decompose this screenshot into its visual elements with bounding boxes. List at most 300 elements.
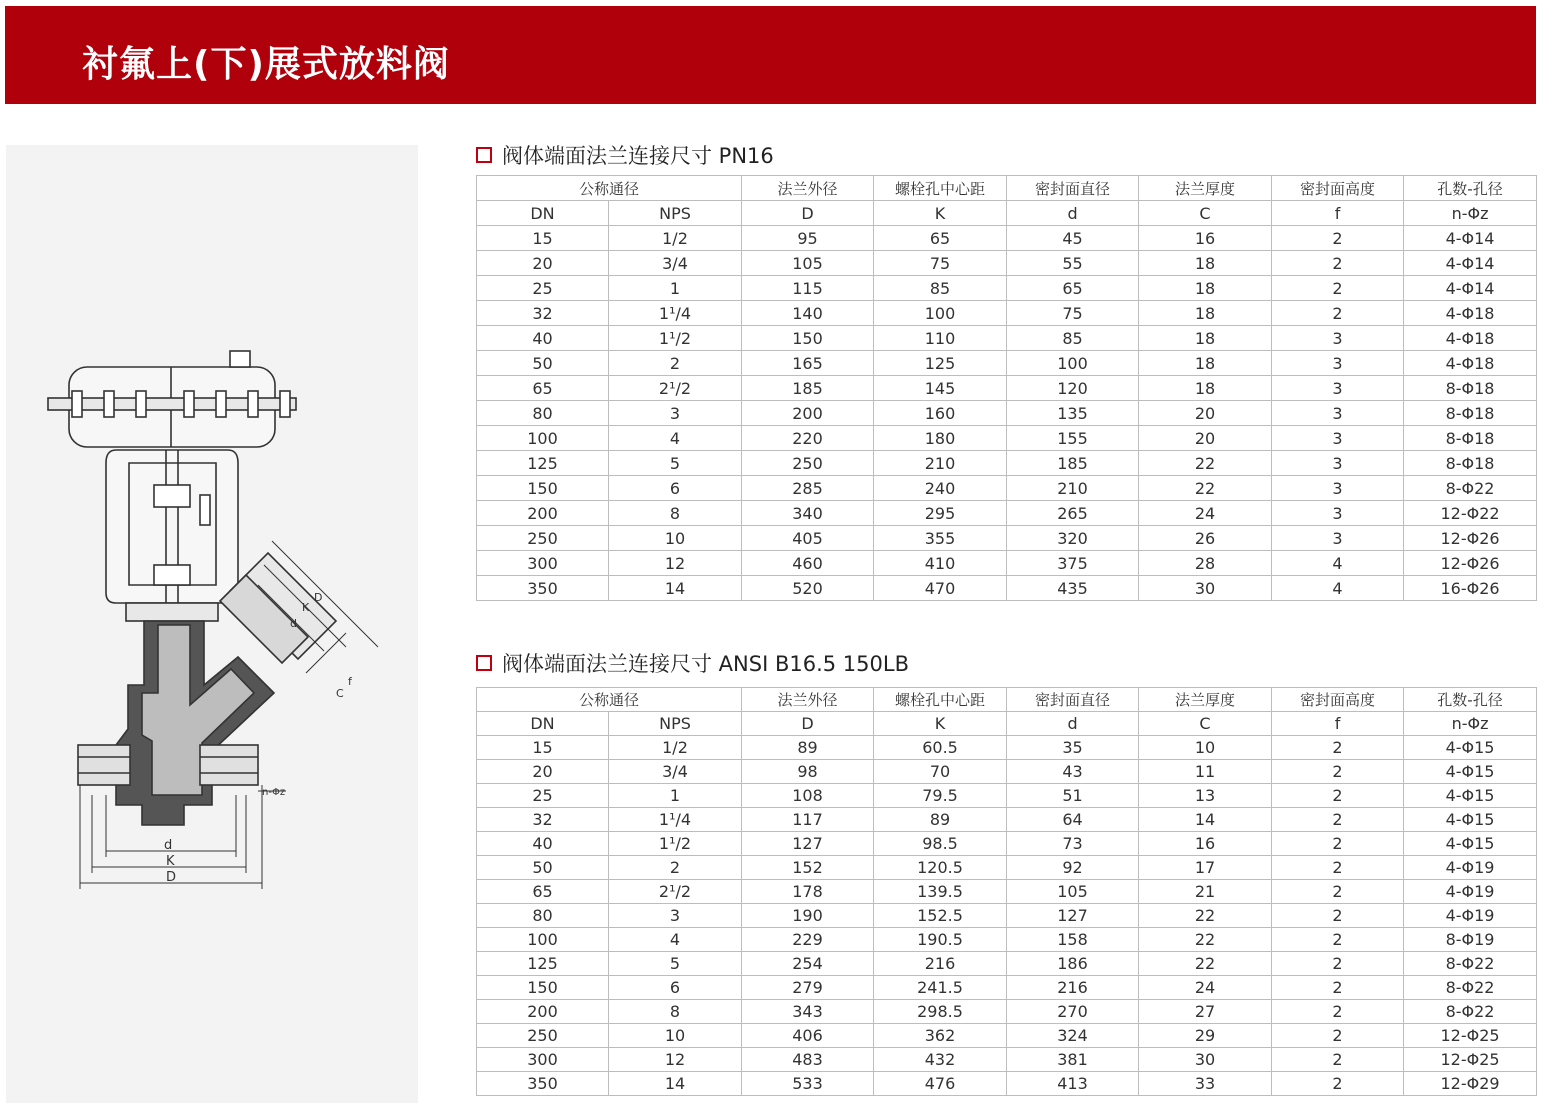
table-cell: 150	[742, 326, 874, 351]
table-cell: 6	[609, 476, 742, 501]
table-header-row	[477, 201, 1537, 226]
table-cell: 2	[1272, 1024, 1404, 1048]
table-cell: 30	[1139, 1048, 1272, 1072]
table-cell: 35	[1007, 736, 1139, 760]
table-cell: 285	[742, 476, 874, 501]
table-row	[477, 928, 1537, 952]
table-cell: 165	[742, 351, 874, 376]
table-cell: 186	[1007, 952, 1139, 976]
header-cell: f	[1272, 712, 1404, 736]
table-cell: 8-Φ18	[1404, 376, 1537, 401]
table-cell: 108	[742, 784, 874, 808]
header-cell: 孔数-孔径	[1404, 176, 1537, 201]
table-cell: 4	[1272, 551, 1404, 576]
table-cell: 4-Φ14	[1404, 226, 1537, 251]
table-cell: 80	[477, 401, 609, 426]
drawing-label-angled-d: d	[290, 617, 297, 630]
section-heading-text: 阀体端面法兰连接尺寸 ANSI B16.5 150LB	[502, 652, 909, 676]
section-heading-ansi	[476, 650, 909, 676]
drawing-label-d: d	[164, 838, 173, 853]
table-cell: 140	[742, 301, 874, 326]
table-cell: 4	[609, 928, 742, 952]
table-cell: 300	[477, 551, 609, 576]
table-cell: 3	[1272, 376, 1404, 401]
table-cell: 200	[742, 401, 874, 426]
table-cell: 145	[874, 376, 1007, 401]
table-cell: 127	[1007, 904, 1139, 928]
valve-drawing-panel	[6, 145, 418, 1103]
table-cell: 28	[1139, 551, 1272, 576]
table-cell: 160	[874, 401, 1007, 426]
table-cell: 14	[1139, 808, 1272, 832]
table-cell: 350	[477, 576, 609, 601]
table-cell: 2	[1272, 784, 1404, 808]
table-cell: 2	[1272, 880, 1404, 904]
table-cell: 2	[1272, 976, 1404, 1000]
table-cell: 533	[742, 1072, 874, 1096]
table-cell: 22	[1139, 451, 1272, 476]
table-cell: 8-Φ22	[1404, 476, 1537, 501]
table-cell: 210	[1007, 476, 1139, 501]
drawing-label-d-outer: D	[166, 870, 177, 885]
table-cell: 120.5	[874, 856, 1007, 880]
table-row	[477, 1072, 1537, 1096]
table-cell: 33	[1139, 1072, 1272, 1096]
table-row	[477, 351, 1537, 376]
table-cell: 4-Φ19	[1404, 880, 1537, 904]
table-cell: 6	[609, 976, 742, 1000]
ansi-flange-table	[476, 687, 1537, 1096]
table-cell: 100	[477, 426, 609, 451]
page-title: 衬氟上(下)展式放料阀	[82, 44, 450, 85]
table-cell: 3	[1272, 476, 1404, 501]
table-cell: 16	[1139, 226, 1272, 251]
section-heading-pn16	[476, 142, 774, 168]
header-cell: 法兰厚度	[1139, 688, 1272, 712]
table-cell: 3	[609, 904, 742, 928]
table-cell: 520	[742, 576, 874, 601]
table-cell: 295	[874, 501, 1007, 526]
table-cell: 229	[742, 928, 874, 952]
table-cell: 410	[874, 551, 1007, 576]
table-cell: 200	[477, 501, 609, 526]
table-cell: 3/4	[609, 251, 742, 276]
table-row	[477, 551, 1537, 576]
table-cell: 476	[874, 1072, 1007, 1096]
table-cell: 241.5	[874, 976, 1007, 1000]
table-cell: 20	[477, 760, 609, 784]
table-cell: 298.5	[874, 1000, 1007, 1024]
table-header-row	[477, 176, 1537, 201]
table-row	[477, 526, 1537, 551]
table-cell: 20	[477, 251, 609, 276]
table-cell: 100	[477, 928, 609, 952]
table-cell: 18	[1139, 276, 1272, 301]
table-cell: 178	[742, 880, 874, 904]
table-cell: 70	[874, 760, 1007, 784]
table-cell: 250	[477, 1024, 609, 1048]
table-cell: 110	[874, 326, 1007, 351]
table-cell: 22	[1139, 952, 1272, 976]
section-heading-text: 阀体端面法兰连接尺寸 PN16	[502, 144, 774, 168]
table-cell: 4-Φ15	[1404, 808, 1537, 832]
header-cell: 法兰外径	[742, 688, 874, 712]
table-row	[477, 904, 1537, 928]
table-cell: 1/2	[609, 226, 742, 251]
table-cell: 2	[1272, 226, 1404, 251]
table-cell: 64	[1007, 808, 1139, 832]
table-cell: 65	[477, 880, 609, 904]
table-cell: 10	[609, 1024, 742, 1048]
table-cell: 265	[1007, 501, 1139, 526]
table-cell: 2	[1272, 1000, 1404, 1024]
drawing-label-angled-k: K	[302, 601, 310, 614]
table-row	[477, 376, 1537, 401]
header-cell: NPS	[609, 712, 742, 736]
table-cell: 4-Φ19	[1404, 904, 1537, 928]
table-cell: 150	[477, 976, 609, 1000]
table-cell: 12-Φ25	[1404, 1048, 1537, 1072]
header-cell: K	[874, 201, 1007, 226]
table-cell: 15	[477, 226, 609, 251]
table-cell: 12-Φ29	[1404, 1072, 1537, 1096]
header-cell: n-Φz	[1404, 712, 1537, 736]
drawing-label-k: K	[166, 854, 175, 869]
table-cell: 18	[1139, 326, 1272, 351]
table-cell: 158	[1007, 928, 1139, 952]
table-cell: 2	[609, 856, 742, 880]
table-cell: 2	[1272, 251, 1404, 276]
table-cell: 65	[477, 376, 609, 401]
table-cell: 125	[477, 952, 609, 976]
table-cell: 32	[477, 808, 609, 832]
table-cell: 24	[1139, 976, 1272, 1000]
table-cell: 460	[742, 551, 874, 576]
table-cell: 55	[1007, 251, 1139, 276]
table-cell: 210	[874, 451, 1007, 476]
table-cell: 30	[1139, 576, 1272, 601]
table-cell: 413	[1007, 1072, 1139, 1096]
header-cell: 孔数-孔径	[1404, 688, 1537, 712]
table-cell: 18	[1139, 301, 1272, 326]
table-cell: 50	[477, 856, 609, 880]
table-cell: 18	[1139, 251, 1272, 276]
table-row	[477, 952, 1537, 976]
table-cell: 5	[609, 451, 742, 476]
table-cell: 13	[1139, 784, 1272, 808]
table-cell: 250	[477, 526, 609, 551]
table-cell: 2¹/2	[609, 880, 742, 904]
table-row	[477, 736, 1537, 760]
table-row	[477, 760, 1537, 784]
table-cell: 40	[477, 832, 609, 856]
table-cell: 24	[1139, 501, 1272, 526]
table-cell: 432	[874, 1048, 1007, 1072]
table-cell: 3	[1272, 426, 1404, 451]
table-cell: 2	[1272, 301, 1404, 326]
header-cell: 螺栓孔中心距	[874, 176, 1007, 201]
table-cell: 2	[1272, 736, 1404, 760]
table-cell: 3	[1272, 501, 1404, 526]
table-cell: 1¹/2	[609, 326, 742, 351]
table-cell: 92	[1007, 856, 1139, 880]
table-cell: 3	[1272, 351, 1404, 376]
table-cell: 105	[1007, 880, 1139, 904]
table-cell: 8	[609, 501, 742, 526]
table-cell: 320	[1007, 526, 1139, 551]
header-cell: 密封面直径	[1007, 688, 1139, 712]
table-cell: 4	[609, 426, 742, 451]
table-row	[477, 226, 1537, 251]
table-cell: 21	[1139, 880, 1272, 904]
table-row	[477, 301, 1537, 326]
table-row	[477, 476, 1537, 501]
table-row	[477, 251, 1537, 276]
table-header-row	[477, 712, 1537, 736]
table-cell: 73	[1007, 832, 1139, 856]
table-row	[477, 856, 1537, 880]
table-cell: 15	[477, 736, 609, 760]
table-cell: 216	[1007, 976, 1139, 1000]
table-cell: 1	[609, 784, 742, 808]
table-cell: 25	[477, 276, 609, 301]
table-cell: 200	[477, 1000, 609, 1024]
table-row	[477, 576, 1537, 601]
table-cell: 1¹/2	[609, 832, 742, 856]
table-cell: 100	[874, 301, 1007, 326]
table-cell: 2	[1272, 808, 1404, 832]
table-cell: 8-Φ22	[1404, 1000, 1537, 1024]
table-cell: 10	[1139, 736, 1272, 760]
table-cell: 43	[1007, 760, 1139, 784]
table-cell: 127	[742, 832, 874, 856]
table-cell: 12-Φ22	[1404, 501, 1537, 526]
table-cell: 75	[1007, 301, 1139, 326]
table-row	[477, 1000, 1537, 1024]
table-cell: 29	[1139, 1024, 1272, 1048]
table-cell: 60.5	[874, 736, 1007, 760]
table-cell: 14	[609, 576, 742, 601]
valve-cross-section-drawing-icon	[6, 145, 418, 1103]
table-cell: 18	[1139, 376, 1272, 401]
table-row	[477, 276, 1537, 301]
table-cell: 324	[1007, 1024, 1139, 1048]
table-cell: 483	[742, 1048, 874, 1072]
table-cell: 185	[1007, 451, 1139, 476]
table-cell: 16	[1139, 832, 1272, 856]
table-cell: 2	[1272, 928, 1404, 952]
table-cell: 240	[874, 476, 1007, 501]
table-cell: 8-Φ22	[1404, 976, 1537, 1000]
table-row	[477, 784, 1537, 808]
table-cell: 155	[1007, 426, 1139, 451]
table-cell: 3	[1272, 451, 1404, 476]
header-cell: DN	[477, 712, 609, 736]
header-cell: 螺栓孔中心距	[874, 688, 1007, 712]
table-cell: 135	[1007, 401, 1139, 426]
table-cell: 8-Φ18	[1404, 401, 1537, 426]
table-row	[477, 1048, 1537, 1072]
table-row	[477, 501, 1537, 526]
header-cell: 密封面直径	[1007, 176, 1139, 201]
table-cell: 80	[477, 904, 609, 928]
table-cell: 4-Φ15	[1404, 784, 1537, 808]
header-cell: 法兰外径	[742, 176, 874, 201]
table-row	[477, 426, 1537, 451]
table-cell: 20	[1139, 401, 1272, 426]
header-cell: 公称通径	[477, 176, 742, 201]
table-cell: 17	[1139, 856, 1272, 880]
table-cell: 8-Φ19	[1404, 928, 1537, 952]
table-cell: 98.5	[874, 832, 1007, 856]
table-cell: 2¹/2	[609, 376, 742, 401]
table-cell: 120	[1007, 376, 1139, 401]
table-cell: 26	[1139, 526, 1272, 551]
header-cell: d	[1007, 201, 1139, 226]
table-cell: 190.5	[874, 928, 1007, 952]
table-cell: 216	[874, 952, 1007, 976]
table-cell: 2	[1272, 904, 1404, 928]
table-cell: 343	[742, 1000, 874, 1024]
table-cell: 279	[742, 976, 874, 1000]
table-cell: 2	[1272, 832, 1404, 856]
table-cell: 45	[1007, 226, 1139, 251]
table-cell: 12	[609, 1048, 742, 1072]
table-cell: 2	[609, 351, 742, 376]
table-cell: 115	[742, 276, 874, 301]
square-bullet-icon	[476, 655, 492, 671]
table-cell: 375	[1007, 551, 1139, 576]
header-cell: n-Φz	[1404, 201, 1537, 226]
table-cell: 75	[874, 251, 1007, 276]
table-row	[477, 832, 1537, 856]
table-cell: 8-Φ18	[1404, 426, 1537, 451]
table-cell: 89	[874, 808, 1007, 832]
table-row	[477, 401, 1537, 426]
table-cell: 4-Φ19	[1404, 856, 1537, 880]
table-cell: 12-Φ25	[1404, 1024, 1537, 1048]
table-cell: 4-Φ14	[1404, 276, 1537, 301]
header-cell: C	[1139, 712, 1272, 736]
drawing-label-c: C	[336, 687, 344, 700]
table-cell: 4-Φ18	[1404, 301, 1537, 326]
table-row	[477, 1024, 1537, 1048]
table-cell: 25	[477, 784, 609, 808]
table-cell: 85	[874, 276, 1007, 301]
table-cell: 250	[742, 451, 874, 476]
drawing-label-f: f	[348, 675, 352, 688]
table-cell: 4-Φ18	[1404, 326, 1537, 351]
table-cell: 1/2	[609, 736, 742, 760]
drawing-label-angled-d-outer: D	[314, 591, 323, 604]
table-cell: 1	[609, 276, 742, 301]
header-cell: d	[1007, 712, 1139, 736]
table-cell: 20	[1139, 426, 1272, 451]
table-cell: 190	[742, 904, 874, 928]
table-cell: 22	[1139, 904, 1272, 928]
table-cell: 185	[742, 376, 874, 401]
table-cell: 32	[477, 301, 609, 326]
table-row	[477, 976, 1537, 1000]
table-cell: 89	[742, 736, 874, 760]
square-bullet-icon	[476, 147, 492, 163]
header-cell: 公称通径	[477, 688, 742, 712]
table-cell: 50	[477, 351, 609, 376]
table-cell: 150	[477, 476, 609, 501]
table-cell: 152	[742, 856, 874, 880]
header-cell: 密封面高度	[1272, 176, 1404, 201]
table-cell: 18	[1139, 351, 1272, 376]
table-cell: 8-Φ18	[1404, 451, 1537, 476]
title-banner	[5, 6, 1536, 104]
table-cell: 4-Φ15	[1404, 736, 1537, 760]
table-cell: 95	[742, 226, 874, 251]
header-cell: f	[1272, 201, 1404, 226]
table-cell: 3	[1272, 326, 1404, 351]
table-cell: 405	[742, 526, 874, 551]
table-cell: 1¹/4	[609, 808, 742, 832]
pn16-flange-table	[476, 175, 1537, 601]
header-cell: D	[742, 201, 874, 226]
table-cell: 5	[609, 952, 742, 976]
table-cell: 4-Φ14	[1404, 251, 1537, 276]
table-cell: 2	[1272, 276, 1404, 301]
header-cell: K	[874, 712, 1007, 736]
table-cell: 470	[874, 576, 1007, 601]
table-cell: 27	[1139, 1000, 1272, 1024]
table-cell: 270	[1007, 1000, 1139, 1024]
table-cell: 340	[742, 501, 874, 526]
table-cell: 2	[1272, 856, 1404, 880]
table-cell: 139.5	[874, 880, 1007, 904]
table-cell: 4	[1272, 576, 1404, 601]
table-cell: 8-Φ22	[1404, 952, 1537, 976]
table-cell: 10	[609, 526, 742, 551]
table-cell: 435	[1007, 576, 1139, 601]
table-row	[477, 326, 1537, 351]
table-cell: 12	[609, 551, 742, 576]
table-cell: 98	[742, 760, 874, 784]
table-cell: 254	[742, 952, 874, 976]
table-row	[477, 808, 1537, 832]
table-cell: 3	[609, 401, 742, 426]
table-cell: 355	[874, 526, 1007, 551]
table-cell: 117	[742, 808, 874, 832]
table-cell: 180	[874, 426, 1007, 451]
table-cell: 12-Φ26	[1404, 526, 1537, 551]
table-cell: 220	[742, 426, 874, 451]
header-cell: DN	[477, 201, 609, 226]
table-cell: 85	[1007, 326, 1139, 351]
table-cell: 100	[1007, 351, 1139, 376]
table-cell: 2	[1272, 760, 1404, 784]
table-cell: 4-Φ15	[1404, 760, 1537, 784]
header-cell: NPS	[609, 201, 742, 226]
table-cell: 3	[1272, 526, 1404, 551]
table-cell: 2	[1272, 1048, 1404, 1072]
table-cell: 381	[1007, 1048, 1139, 1072]
table-cell: 11	[1139, 760, 1272, 784]
table-cell: 2	[1272, 1072, 1404, 1096]
table-cell: 3	[1272, 401, 1404, 426]
table-cell: 105	[742, 251, 874, 276]
header-cell: C	[1139, 201, 1272, 226]
table-cell: 4-Φ18	[1404, 351, 1537, 376]
table-header-row	[477, 688, 1537, 712]
table-cell: 350	[477, 1072, 609, 1096]
table-cell: 8	[609, 1000, 742, 1024]
table-cell: 300	[477, 1048, 609, 1072]
